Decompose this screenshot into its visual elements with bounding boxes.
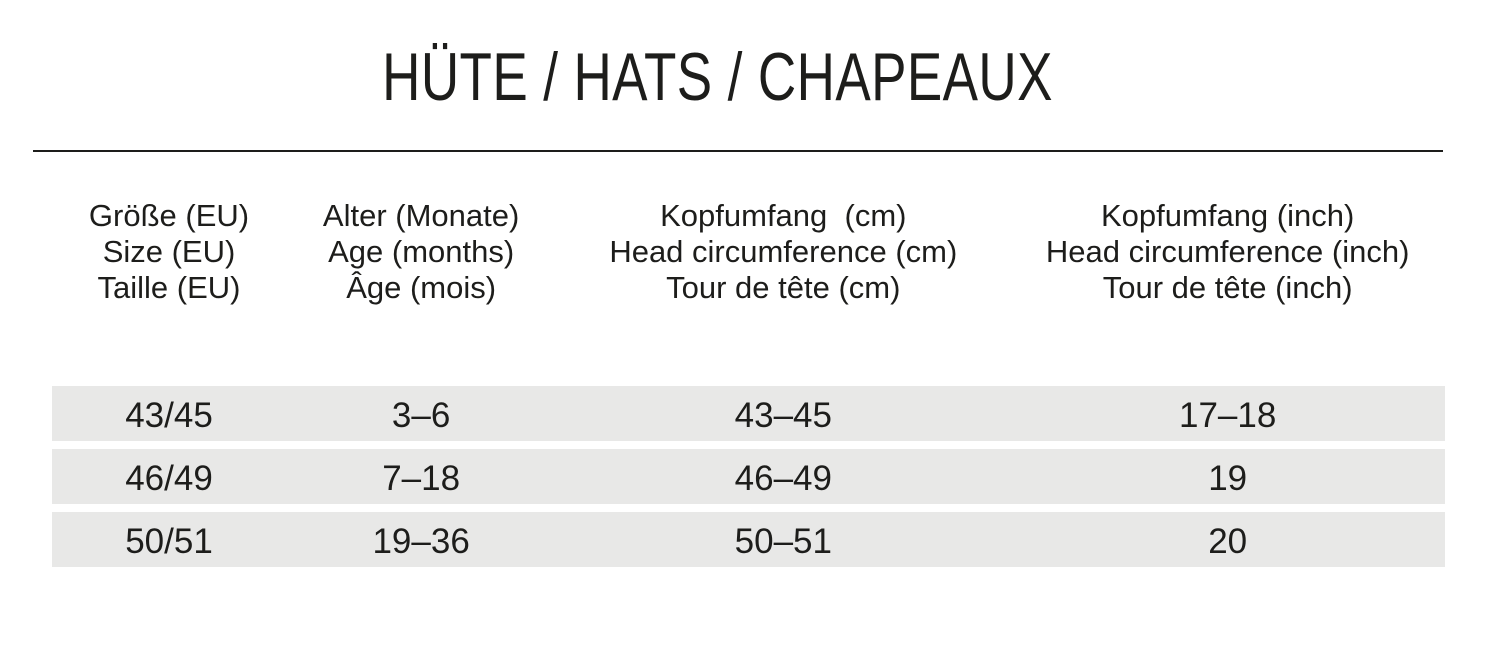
cell-circumference-inch: 20: [1208, 521, 1248, 561]
header-line-de: Kopfumfang (cm): [660, 198, 907, 233]
cell-circumference-cm: 50–51: [734, 521, 832, 561]
page-title: HÜTE / HATS / CHAPEAUX: [382, 39, 1053, 115]
cell-age: 19–36: [372, 521, 470, 561]
title-rule: [33, 150, 1443, 152]
header-line-de: Alter (Monate): [322, 198, 520, 233]
size-chart-page: [0, 40, 1497, 567]
cell-circumference-inch: 17–18: [1179, 395, 1277, 435]
cell-circumference-cm: 46–49: [734, 458, 832, 498]
header-line-fr: Tour de tête (cm): [666, 270, 901, 305]
table-row: [52, 512, 1445, 567]
header-line-de: Größe (EU): [88, 198, 250, 233]
header-cell-head-circumference-inch: [1010, 198, 1445, 306]
header-cell-age-months: [286, 198, 556, 306]
cell-circumference-inch: 19: [1208, 458, 1248, 498]
header-line-fr: Tour de tête (inch): [1102, 270, 1353, 305]
cell-size: 43/45: [125, 395, 213, 435]
header-cell-head-circumference-cm: [556, 198, 1010, 306]
header-line-fr: Taille (EU): [97, 270, 241, 305]
header-line-en: Head circumference (inch): [1045, 234, 1410, 269]
header-line-en: Size (EU): [102, 234, 236, 269]
cell-circumference-cm: 43–45: [734, 395, 832, 435]
header-line-en: Age (months): [328, 234, 515, 269]
header-line-fr: Âge (mois): [346, 270, 497, 305]
cell-age: 3–6: [391, 395, 451, 435]
header-line-de: Kopfumfang (inch): [1101, 198, 1355, 233]
cell-age: 7–18: [382, 458, 461, 498]
table-header: [52, 198, 1445, 306]
cell-size: 46/49: [125, 458, 213, 498]
cell-size: 50/51: [125, 521, 213, 561]
table-row: [52, 449, 1445, 504]
table-body: [52, 386, 1445, 567]
header-cell-size-eu: [52, 198, 286, 306]
header-line-en: Head circumference (cm): [609, 234, 958, 269]
table-row: [52, 386, 1445, 441]
